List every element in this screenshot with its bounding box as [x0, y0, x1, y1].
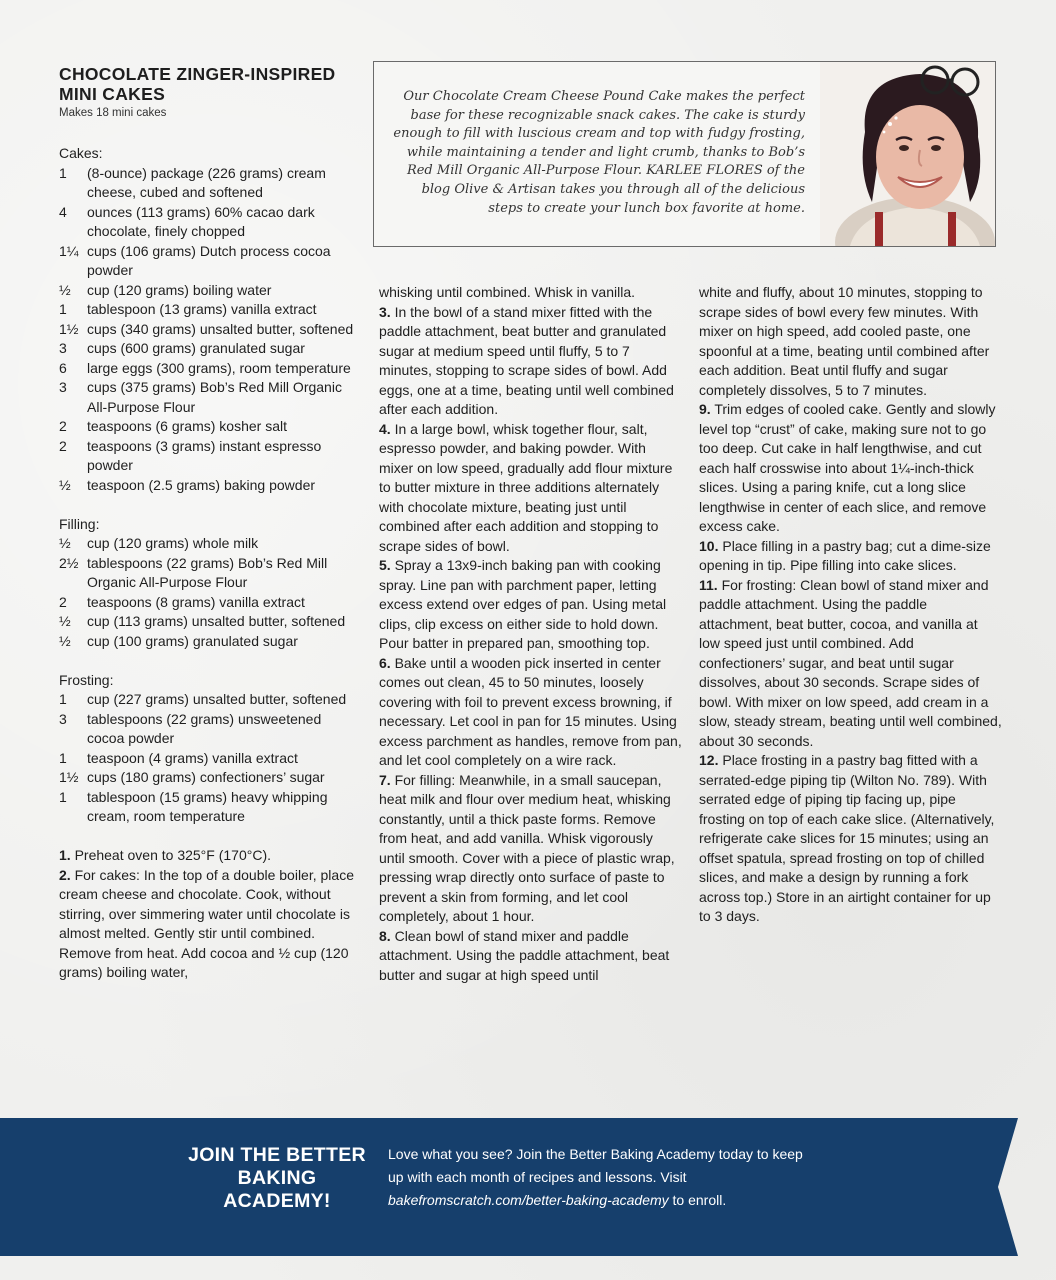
ingredient-text: tablespoon (13 grams) vanilla extract: [87, 301, 317, 317]
step-number: 3.: [379, 303, 391, 320]
ingredient-text: cups (106 grams) Dutch process cocoa powder: [87, 242, 331, 278]
ingredient-text: cup (227 grams) unsalted butter, softened: [87, 691, 347, 707]
step-text: For filling: Meanwhile, in a small saucepan, heat milk and flour over medium heat, whisking constantly, until a thick paste forms. Remove from heat, and add vanilla. Whisk vigorously until smooth. Cover with a piece of plastic wrap, pressing wrap directly onto surface of paste to prevent a skin from forming, and let cool completely, about 1 hour.: [379, 771, 675, 924]
step-1: [59, 846, 362, 866]
recipe-yield: Makes 18 mini cakes: [59, 107, 167, 119]
step-number: 5.: [379, 557, 391, 573]
ingredient-qty: 3: [59, 710, 67, 727]
banner-title: JOIN THE BETTER BAKING ACADEMY!: [188, 1144, 366, 1212]
ingredient-text: tablespoon (15 grams) heavy whipping cream, room temperature: [87, 788, 328, 824]
ingredient-text: (8-ounce) package (226 grams) cream cheese, cubed and softened: [87, 164, 326, 200]
ingredient-item: [59, 320, 362, 340]
step-number: 12.: [699, 752, 719, 768]
ingredient-qty: ½: [59, 281, 71, 298]
ingredient-item: [59, 690, 362, 710]
step-number: 8.: [379, 927, 391, 944]
step-10: [699, 537, 1002, 576]
ingredient-text: teaspoons (6 grams) kosher salt: [87, 418, 287, 434]
step-text: Preheat oven to 325°F (170°C).: [74, 847, 271, 863]
ingredient-item: [59, 768, 362, 788]
step-text: In the bowl of a stand mixer fitted with the paddle attachment, beat butter and granulated sugar at medium speed until fluffy, 5 to 7 minutes, stopping to scrape sides of bowl. Add eggs, one at a time, beating until well combined after each addition.: [379, 303, 674, 417]
ingredient-text: cups (600 grams) granulated sugar: [87, 340, 305, 356]
step-number: 6.: [379, 654, 391, 671]
ingredient-qty: 3: [59, 340, 67, 356]
ingredient-item: [59, 203, 362, 242]
ingredient-qty: 1: [59, 164, 67, 181]
ingredient-text: teaspoons (3 grams) instant espresso powder: [87, 437, 322, 473]
step-number: 7.: [379, 771, 391, 788]
ingredient-qty: ½: [59, 476, 71, 493]
ingredient-item: [59, 710, 362, 749]
ingredient-qty: 1¼: [59, 242, 79, 259]
ingredient-item: [59, 788, 362, 827]
filling-heading: Filling:: [59, 515, 100, 532]
ingredient-qty: 2½: [59, 554, 79, 571]
ingredient-qty: 2: [59, 418, 67, 434]
ingredient-item: [59, 242, 362, 281]
ingredient-item: [59, 281, 362, 301]
ingredient-item: [59, 339, 362, 359]
ingredient-text: teaspoons (8 grams) vanilla extract: [87, 593, 305, 610]
step-6: [379, 654, 682, 771]
author-photo-illustration: [820, 62, 995, 246]
instructions-column-3: [699, 283, 1002, 927]
author-photo: [820, 62, 995, 246]
step-number: 10.: [699, 537, 719, 554]
ingredient-qty: 4: [59, 203, 67, 220]
step-number: 11.: [699, 576, 718, 593]
frosting-list: [59, 690, 362, 827]
ingredient-text: tablespoons (22 grams) Bob’s Red Mill Organic All-Purpose Flour: [87, 554, 328, 590]
ingredient-text: cups (340 grams) unsalted butter, softened: [87, 320, 354, 337]
intro-callout: [373, 61, 996, 247]
ingredient-text: ounces (113 grams) 60% cacao dark chocolate, finely chopped: [87, 203, 315, 239]
step-3: [379, 303, 682, 420]
step-2-continued: whisking until combined. Whisk in vanilla.: [379, 284, 635, 300]
frosting-heading: Frosting:: [59, 671, 114, 688]
ingredient-qty: 3: [59, 379, 67, 395]
ingredient-qty: 1: [59, 749, 67, 766]
step-4: [379, 420, 682, 557]
ingredient-text: teaspoon (4 grams) vanilla extract: [87, 749, 298, 766]
ingredient-item: [59, 554, 362, 593]
ingredient-item: [59, 612, 362, 632]
academy-link[interactable]: bakefromscratch.com/better-baking-academy: [388, 1192, 669, 1208]
ingredient-text: tablespoons (22 grams) unsweetened cocoa powder: [87, 710, 322, 746]
step-7: [379, 771, 682, 927]
ingredient-qty: ½: [59, 535, 71, 551]
step-11: [699, 576, 1002, 752]
ingredients-column: [59, 144, 362, 983]
spacer: [59, 651, 362, 671]
step-text: Place filling in a pastry bag; cut a dime-size opening in tip. Pipe filling into cake slices.: [699, 537, 991, 573]
ingredient-text: cup (100 grams) granulated sugar: [87, 632, 298, 649]
step-text: Place frosting in a pastry bag fitted with a serrated-edge piping tip (Wilton No. 789). With serrated edge of piping tip facing up, pipe frosting on top of each cake slice. (Alternatively, refrigerate cake slices for 15 minutes; using an offset spatula, spread frosting on top of chilled slices, and make a design by running a fork across top.) Store in an airtight container for up to 3 days.: [699, 752, 995, 924]
step-text: For cakes: In the top of a double boiler, place cream cheese and chocolate. Cook, without stirring, over simmering water until chocolate is almost melted. Gently stir until combined. Remove from heat. Add cocoa and ½ cup (120 grams) boiling water,: [59, 866, 354, 980]
ingredient-qty: 1½: [59, 769, 79, 785]
ingredient-text: cup (120 grams) whole milk: [87, 535, 259, 551]
ingredient-text: large eggs (300 grams), room temperature: [87, 359, 351, 376]
ingredient-item: [59, 534, 362, 554]
ingredient-text: cup (113 grams) unsalted butter, softened: [87, 613, 346, 629]
ingredient-item: [59, 359, 362, 379]
ingredient-item: [59, 476, 362, 496]
step-text: Clean bowl of stand mixer and paddle attachment. Using the paddle attachment, beat butter and sugar at high speed until: [379, 927, 670, 983]
step-text: For frosting: Clean bowl of stand mixer and paddle attachment. Using the paddle attachment, beat butter, cocoa, and vanilla at low speed just until combined. Add confectioners’ sugar, and beat until sugar dissolves, about 30 seconds. Scrape sides of bowl. With mixer on low speed, add cream in a slow, steady stream, beating until well combined, about 30 seconds.: [699, 576, 1002, 749]
step-text: Spray a 13x9-inch baking pan with cooking spray. Line pan with parchment paper, letting excess extend over edges of pan. Using metal clips, clip excess on either side to hold down. Pour batter in prepared pan, smoothing top.: [379, 557, 667, 651]
step-number: 4.: [379, 420, 391, 437]
ingredient-item: [59, 749, 362, 769]
step-number: 9.: [699, 401, 711, 417]
ingredient-qty: 1: [59, 691, 67, 707]
step-9: [699, 400, 1002, 537]
ingredient-qty: 1: [59, 788, 67, 805]
step-12: [699, 751, 1002, 927]
cakes-list: [59, 164, 362, 496]
ingredient-item: [59, 164, 362, 203]
step-2: [59, 866, 362, 983]
banner-body: Love what you see? Join the Better Baking Academy today to keep up with each month of recipes and lessons. Visit: [388, 1146, 803, 1185]
banner-suffix: to enroll.: [668, 1192, 727, 1208]
ingredient-item: [59, 417, 362, 437]
banner-text-block: [388, 1143, 808, 1212]
instructions-column-2: [379, 283, 682, 985]
step-number: 2.: [59, 866, 71, 883]
ingredient-qty: 1½: [59, 320, 79, 337]
spacer: [59, 827, 362, 847]
recipe-title: CHOCOLATE ZINGER-INSPIRED MINI CAKES: [59, 64, 336, 104]
banner-ribbon-tail: [990, 1118, 1030, 1256]
ingredient-item: [59, 632, 362, 652]
ingredient-qty: 2: [59, 593, 67, 610]
ingredient-qty: 2: [59, 437, 67, 454]
step-number: 1.: [59, 847, 71, 863]
ingredient-item: [59, 593, 362, 613]
ingredient-item: [59, 300, 362, 320]
step-text: Trim edges of cooled cake. Gently and slowly level top “crust” of cake, making sure not to go too deep. Cut cake in half lengthwise, and cut each half crosswise into about 1¼-inch-thick slices. Using a paring knife, cut a long slice lengthwise in center of each slice, and remove excess cake.: [699, 401, 996, 534]
spacer: [59, 495, 362, 515]
step-text: In a large bowl, whisk together flour, salt, espresso powder, and baking powder. With mixer on low speed, gradually add flour mixture to butter mixture in three additions alternately with chocolate mixture, beating just until combined after each addition and stopping to scrape sides of bowl.: [379, 420, 673, 554]
intro-text: Our Chocolate Cream Cheese Pound Cake makes the perfect base for these recognizable snack cakes. The cake is sturdy enough to fill with luscious cream and top with fudgy frosting, while maintaining a tender and light crumb, thanks to Bob’s Red Mill Organic All-Purpose Flour. KARLEE FLORES of the blog Olive & Artisan takes you through all of the delicious steps to create your lunch box favorite at home.: [393, 89, 805, 216]
ingredient-qty: ½: [59, 632, 71, 649]
step-5: [379, 556, 682, 654]
ingredient-text: cups (375 grams) Bob’s Red Mill Organic All-Purpose Flour: [87, 379, 342, 415]
filling-list: [59, 534, 362, 651]
ingredient-text: cup (120 grams) boiling water: [87, 281, 272, 298]
ingredient-item: [59, 378, 362, 417]
ingredient-item: [59, 437, 362, 476]
step-text: Bake until a wooden pick inserted in center comes out clean, 45 to 50 minutes, loosely covering with foil to prevent excess browning, if necessary. Let cool in pan for 15 minutes. Using excess parchment as handles, remove from pan, and let cool completely on a wire rack.: [379, 654, 682, 768]
ingredient-qty: 6: [59, 359, 67, 376]
step-8: [379, 927, 682, 986]
ingredient-text: cups (180 grams) confectioners’ sugar: [87, 769, 325, 785]
ingredient-qty: 1: [59, 301, 67, 317]
cakes-heading: Cakes:: [59, 145, 103, 161]
step-8-continued: white and fluffy, about 10 minutes, stopping to scrape sides of bowl every few minutes. With mixer on high speed, add cooled paste, one spoonful at a time, beating until combined after each addition. Beat until fluffy and sugar completely dissolves, 5 to 7 minutes.: [699, 284, 990, 398]
banner-message: [388, 1143, 808, 1212]
ingredient-qty: ½: [59, 613, 71, 629]
ingredient-text: teaspoon (2.5 grams) baking powder: [87, 476, 316, 493]
